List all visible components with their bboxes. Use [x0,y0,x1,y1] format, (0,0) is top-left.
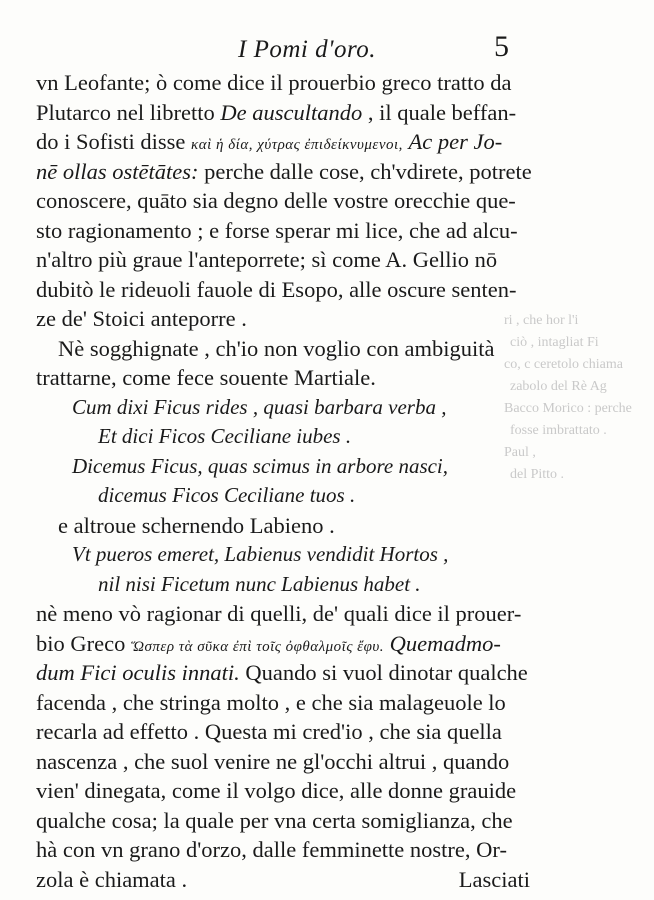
text-line [36,157,546,187]
text-line [36,98,546,128]
text-segment: bio Greco [36,630,131,656]
text-line [36,599,546,629]
text-line [36,835,546,865]
running-title: I Pomi d'oro. [238,36,376,63]
text-segment: Vt pueros emeret, Labienus vendidit Hortos , [72,542,449,566]
bleed-line: co, c ceretolo chiama [504,357,623,372]
text-segment: trattarne, come fece souente Martiale. [36,365,376,390]
text-segment: Nè sogghignate , ch'io non voglio con ambiguità [58,335,495,361]
text-segment: nil nisi Ficetum nunc Labienus habet . [98,571,421,596]
text-segment: qualche cosa; la quale per vna certa somiglianza, che [36,807,513,833]
text-line [36,68,546,98]
bleed-line: Paul , [504,445,536,460]
verse-line [36,452,546,482]
text-line [36,806,546,836]
text-line [36,658,546,688]
italic-text: Ac per Jo- [402,129,503,154]
text-line [36,747,546,777]
text-line [36,334,546,364]
text-segment: nascenza , che suol venire ne gl'occhi altrui , quando [36,748,510,774]
text-line [36,629,546,659]
greek-text: καὶ ἡ δία, χύτρας ἐπιδείκνυμενοι, [191,137,403,153]
bleed-line: zabolo del Rè Ag [510,379,607,394]
text-segment: sto ragionamento ; e forse sperar mi lice, che ad alcu- [36,217,518,243]
text-segment: n'altro più graue l'anteporrete; sì come A. Gellio nō [36,247,498,272]
text-segment: Plutarco nel libretto [36,99,221,125]
text-segment: vien' dinegata, come il volgo dice, alle donne grauide [36,778,517,803]
text-segment: perche dalle cose, ch'vdirete, potrete [198,158,532,184]
text-segment: Cum dixi Ficus rides , quasi barbara verba , [72,394,447,419]
bleed-line: del Pitto . [510,467,565,482]
text-segment: Quando si vuol dinotar qualche [239,660,528,685]
text-segment: dubitò le rideuoli fauole di Esopo, alle oscure senten- [36,276,517,302]
verse-line [36,540,546,570]
text-segment: facenda , che stringa molto , e che sia malageuole lo [36,689,506,715]
italic-text: Quemadmo- [384,630,501,656]
text-line [36,688,546,718]
text-line [36,776,546,806]
bleed-line: ciò , intagliat Fi [510,335,599,350]
catchword: Lasciati [458,866,530,892]
body-text [36,68,546,894]
text-line [36,865,546,895]
text-line [36,216,546,246]
text-line [36,511,546,541]
text-line [36,363,546,393]
text-segment: hà con vn grano d'orzo, dalle femminette nostre, Or- [36,837,507,862]
bleed-line: ri , che hor l'i [504,313,579,328]
text-line [36,186,546,216]
text-segment: nè meno vò ragionar di quelli, de' quali dice il prouer- [36,601,522,626]
text-segment: , il quale beffan- [362,99,517,125]
bleed-line: fosse imbrattato . [510,423,607,438]
text-line [36,304,546,334]
bleed-line: Bacco Morico : perche [504,401,632,416]
text-segment: dicemus Ficos Ceciliane tuos . [98,483,356,507]
text-segment: Dicemus Ficus, quas scimus in arbore nasci, [72,453,449,478]
text-line [36,245,546,275]
page-number: 5 [494,30,509,63]
text-segment: recarla ad effetto . Questa mi cred'io , che sia quella [36,719,502,744]
verse-line [36,570,546,600]
verse-line [36,393,546,423]
text-segment: ze de' Stoici anteporre . [36,306,247,331]
page-header [0,30,654,70]
greek-text: Ὥσπερ τὰ σῦκα ἐπὶ τοῖς ὀφθαλμοῖς ἔφυ. [130,638,385,655]
text-segment: e altroue schernendo Labieno . [58,512,335,538]
verse-line [36,481,546,511]
text-segment: vn Leofante; ò come dice il prouerbio greco tratto da [36,70,512,95]
text-segment: zola è chiamata . [36,866,188,892]
italic-text: De auscultando [220,99,363,125]
italic-text: nē ollas ostētātes: [36,158,199,184]
text-segment: conoscere, quāto sia degno delle vostre orecchie que- [36,188,516,213]
text-line [36,717,546,747]
verse-line [36,422,546,452]
text-segment: Et dici Ficos Ceciliane iubes . [98,424,352,448]
text-line [36,127,546,157]
text-line [36,275,546,305]
text-segment: do i Sofisti disse [36,129,192,154]
italic-text: dum Fici oculis innati. [36,660,240,685]
